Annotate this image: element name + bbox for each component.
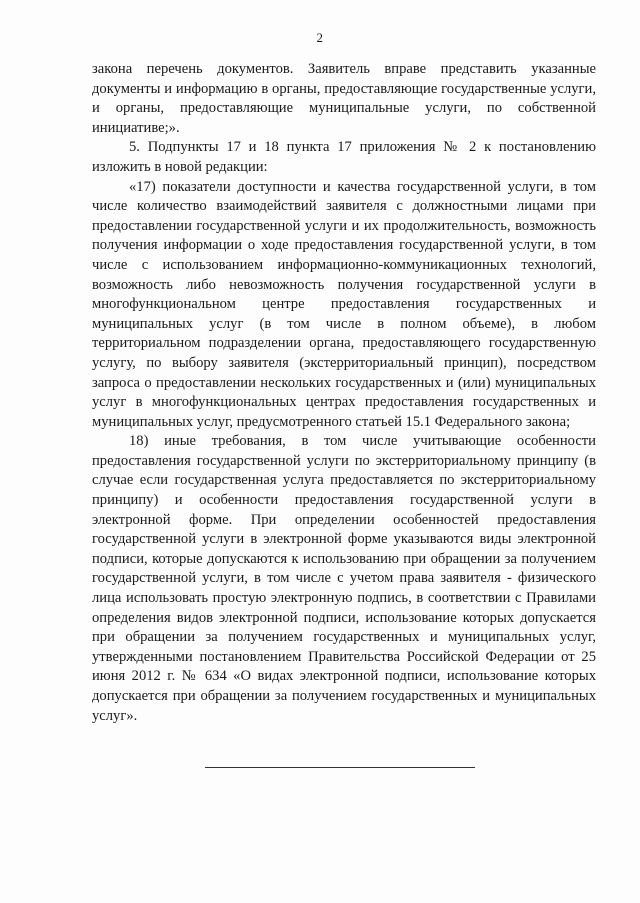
document-body xyxy=(92,60,596,726)
closing-separator-line xyxy=(205,767,475,768)
page-number: 2 xyxy=(316,30,324,45)
paragraph-subitem-18: 18) иные требования, в том числе учитывающие особенности предоставления государственной услуги по экстерриториальному принципу (в случае если государственная услуга предоставляется по экстерриториальному принципу) и особенности предоставления государственной услуги в электронной форме. При определении особенностей предоставления государственной услуги в электронной форме указываются виды электронной подписи, которые допускаются к использованию при обращении за получением государственной услуги, в том числе с учетом права заявителя - физического лица использовать простую электронную подпись, в соответствии с Правилами определения видов электронной подписи, использование которых допускается при обращении за получением государственных и муниципальных услуг, утвержденными постановлением Правительства Российской Федерации от 25 июня 2012 г. № 634 «О видах электронной подписи, использование которых допускается при обращении за получением государственных и муниципальных услуг». xyxy=(92,433,596,724)
paragraph-continuation: закона перечень документов. Заявитель вправе представить указанные документы и информацию в органы, предоставляющие государственные услуги, и органы, предоставляющие муниципальные услуги, по собственной инициативе;». xyxy=(92,61,596,136)
paragraph-item-5: 5. Подпункты 17 и 18 пункта 17 приложения № 2 к постановлению изложить в новой редакции: xyxy=(92,139,596,175)
paragraph-subitem-17: «17) показатели доступности и качества государственной услуги, в том числе количество взаимодействий заявителя с должностными лицами при предоставлении государственной услуги и их продолжительность, возможность получения информации о ходе предоставления государственной услуги, в том числе с использованием информационно-коммуникационных технологий, возможность либо невозможность получения государственной услуги в многофункциональном центре предоставления государственных и муниципальных услуг (в том числе в полном объеме), в любом территориальном подразделении органа, предоставляющего государственную услугу, по выбору заявителя (экстерриториальный принцип), посредством запроса о предоставлении нескольких государственных и (или) муниципальных услуг в многофункциональных центрах предоставления государственных и муниципальных услуг, предусмотренного статьей 15.1 Федерального закона; xyxy=(92,178,596,430)
